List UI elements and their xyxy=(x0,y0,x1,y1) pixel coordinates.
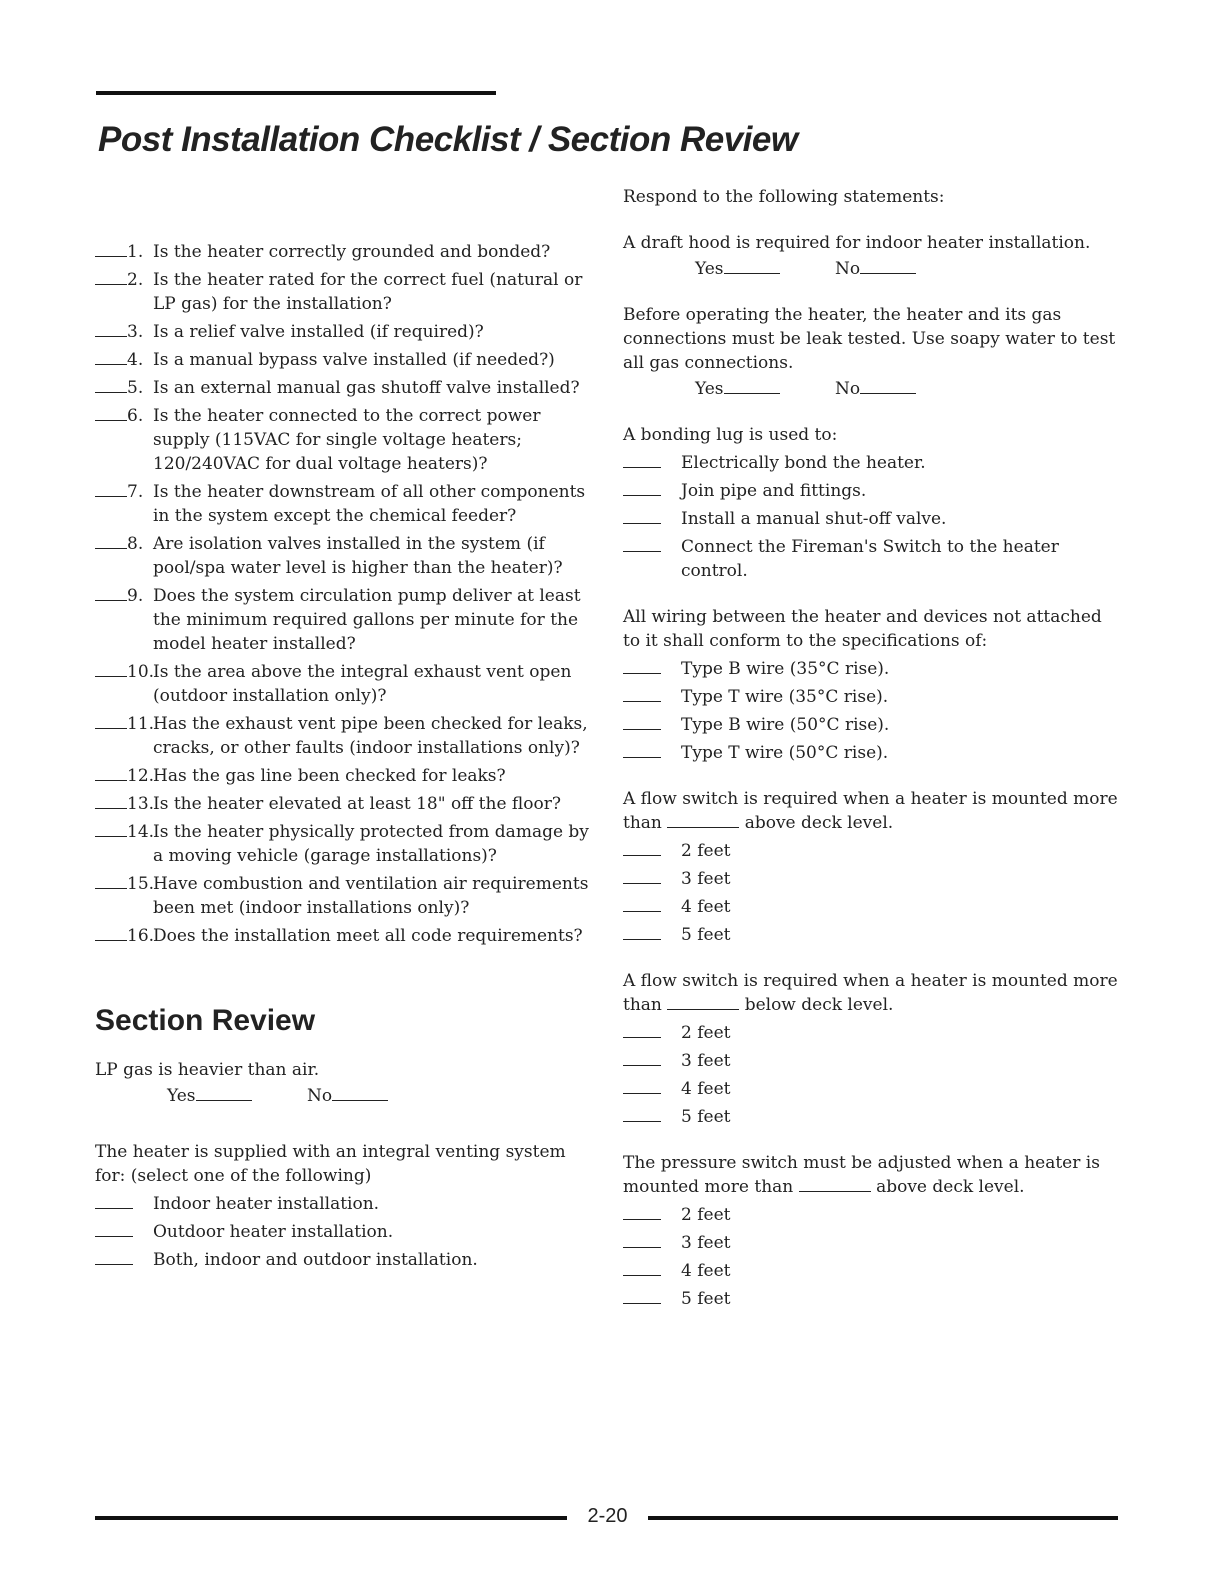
checklist-blank[interactable] xyxy=(95,728,127,729)
option-blank[interactable] xyxy=(623,839,661,856)
checklist-blank[interactable] xyxy=(95,256,127,257)
checklist-item xyxy=(95,792,595,816)
checklist-item xyxy=(95,376,595,400)
checklist-text: Is the heater downstream of all other components in the system except the chemical feeder? xyxy=(153,482,586,526)
checklist-blank[interactable] xyxy=(95,284,127,285)
option-row xyxy=(623,741,1123,765)
option-text: 5 feet xyxy=(681,1289,731,1309)
checklist-blank[interactable] xyxy=(95,836,127,837)
checklist-number: 14. xyxy=(127,822,155,842)
option-text: Type T wire (50°C rise). xyxy=(681,743,889,763)
checklist-text: Have combustion and ventilation air requirements been met (indoor installations only)? xyxy=(153,874,589,918)
option-row xyxy=(623,923,1123,947)
checklist-blank[interactable] xyxy=(95,420,127,421)
right-question-7: The pressure switch must be adjusted when a heater is mounted more than above deck level. xyxy=(623,1153,1100,1197)
option-row xyxy=(623,895,1123,919)
option-blank[interactable] xyxy=(623,713,661,730)
checklist-blank[interactable] xyxy=(95,548,127,549)
checklist-number: 11. xyxy=(127,714,155,734)
option-blank[interactable] xyxy=(623,685,661,702)
checklist-number: 2. xyxy=(127,270,144,290)
yes-blank[interactable] xyxy=(724,393,780,394)
option-blank[interactable] xyxy=(623,867,661,884)
checklist-text: Is a relief valve installed (if required)? xyxy=(153,322,484,342)
option-row xyxy=(623,1049,1123,1073)
checklist-number: 9. xyxy=(127,586,144,606)
option-text: Type B wire (50°C rise). xyxy=(681,715,890,735)
checklist-number: 5. xyxy=(127,378,144,398)
option-blank[interactable] xyxy=(623,451,661,468)
checklist-number: 12. xyxy=(127,766,155,786)
no-blank[interactable] xyxy=(332,1100,388,1101)
option-text: 2 feet xyxy=(681,1205,731,1225)
option-row xyxy=(623,479,1123,503)
option-row xyxy=(623,657,1123,681)
option-text: 2 feet xyxy=(681,1023,731,1043)
page-title: Post Installation Checklist / Section Review xyxy=(98,120,798,159)
option-row xyxy=(95,1220,595,1244)
right-question-4: All wiring between the heater and devices not attached to it shall conform to the specifications of: xyxy=(623,607,1102,651)
left-column xyxy=(95,240,595,1272)
checklist-text: Has the gas line been checked for leaks? xyxy=(153,766,506,786)
no-blank[interactable] xyxy=(860,273,916,274)
option-row xyxy=(623,867,1123,891)
checklist-text: Are isolation valves installed in the system (if pool/spa water level is higher than the heater)? xyxy=(153,534,563,578)
option-blank[interactable] xyxy=(95,1248,133,1265)
checklist-item xyxy=(95,820,595,868)
checklist-number: 8. xyxy=(127,534,144,554)
right-intro: Respond to the following statements: xyxy=(623,187,945,207)
checklist-number: 1. xyxy=(127,242,144,262)
option-blank[interactable] xyxy=(623,535,661,552)
right-question-6: A flow switch is required when a heater is mounted more than below deck level. xyxy=(623,971,1118,1015)
checklist-number: 4. xyxy=(127,350,144,370)
checklist-item xyxy=(95,924,595,948)
checklist-blank[interactable] xyxy=(95,364,127,365)
checklist-text: Is the area above the integral exhaust vent open (outdoor installation only)? xyxy=(153,662,572,706)
checklist xyxy=(95,240,595,948)
checklist-item xyxy=(95,660,595,708)
checklist-text: Is the heater rated for the correct fuel (natural or LP gas) for the installation? xyxy=(153,270,583,314)
option-blank[interactable] xyxy=(623,1021,661,1038)
option-blank[interactable] xyxy=(623,923,661,940)
right-question-3: A bonding lug is used to: xyxy=(623,425,838,445)
option-row xyxy=(623,1021,1123,1045)
right-q2-yes-no: Yes No xyxy=(695,377,1123,401)
option-blank[interactable] xyxy=(623,1231,661,1248)
option-blank[interactable] xyxy=(95,1220,133,1237)
page-number: 2-20 xyxy=(587,1505,628,1527)
option-blank[interactable] xyxy=(623,741,661,758)
q4-options xyxy=(623,657,1123,765)
option-row xyxy=(623,685,1123,709)
checklist-item xyxy=(95,348,595,372)
option-row xyxy=(623,839,1123,863)
option-blank[interactable] xyxy=(623,479,661,496)
option-text: 5 feet xyxy=(681,1107,731,1127)
right-question-2: Before operating the heater, the heater and its gas connections must be leak tested. Use soapy water to test all gas connections. xyxy=(623,305,1116,373)
q5-blank[interactable] xyxy=(667,827,739,828)
option-blank[interactable] xyxy=(623,1077,661,1094)
option-row xyxy=(623,451,1123,475)
checklist-blank[interactable] xyxy=(95,336,127,337)
yes-blank[interactable] xyxy=(724,273,780,274)
checklist-item xyxy=(95,872,595,920)
checklist-item xyxy=(95,480,595,528)
option-row xyxy=(623,507,1123,531)
option-text: 2 feet xyxy=(681,841,731,861)
option-blank[interactable] xyxy=(623,1049,661,1066)
option-blank[interactable] xyxy=(623,1259,661,1276)
option-text: Type T wire (35°C rise). xyxy=(681,687,889,707)
checklist-item xyxy=(95,404,595,476)
right-question-1: A draft hood is required for indoor heater installation. xyxy=(623,233,1091,253)
checklist-number: 15. xyxy=(127,874,155,894)
option-text: Join pipe and fittings. xyxy=(681,481,867,501)
checklist-item xyxy=(95,532,595,580)
option-text: 5 feet xyxy=(681,925,731,945)
option-text: 3 feet xyxy=(681,1233,731,1253)
option-row xyxy=(95,1248,595,1272)
option-row xyxy=(623,1259,1123,1283)
option-blank[interactable] xyxy=(623,1105,661,1122)
option-text: 4 feet xyxy=(681,897,731,917)
option-row xyxy=(623,1203,1123,1227)
sr-q2-options xyxy=(95,1192,595,1272)
sr-q1-yes-no: Yes No xyxy=(167,1084,595,1108)
checklist-item xyxy=(95,764,595,788)
option-text: 4 feet xyxy=(681,1079,731,1099)
option-text: Both, indoor and outdoor installation. xyxy=(153,1250,478,1270)
bottom-rule-right xyxy=(648,1516,1118,1520)
checklist-blank[interactable] xyxy=(95,808,127,809)
option-blank[interactable] xyxy=(95,1192,133,1209)
sr-question-1: LP gas is heavier than air. xyxy=(95,1060,320,1080)
checklist-text: Is a manual bypass valve installed (if needed?) xyxy=(153,350,555,370)
checklist-number: 7. xyxy=(127,482,144,502)
option-blank[interactable] xyxy=(623,1203,661,1220)
checklist-text: Is an external manual gas shutoff valve installed? xyxy=(153,378,580,398)
option-text: 3 feet xyxy=(681,1051,731,1071)
option-blank[interactable] xyxy=(623,895,661,912)
checklist-blank[interactable] xyxy=(95,940,127,941)
option-row xyxy=(623,1231,1123,1255)
right-column xyxy=(623,185,1123,1311)
checklist-text: Does the system circulation pump deliver at least the minimum required gallons per minute for the model heater installed? xyxy=(153,586,581,654)
checklist-blank[interactable] xyxy=(95,676,127,677)
q3-options xyxy=(623,451,1123,583)
checklist-text: Has the exhaust vent pipe been checked for leaks, cracks, or other faults (indoor installations only)? xyxy=(153,714,588,758)
checklist-item xyxy=(95,320,595,344)
no-blank[interactable] xyxy=(860,393,916,394)
q5-options xyxy=(623,839,1123,947)
option-text: 3 feet xyxy=(681,869,731,889)
option-row xyxy=(623,713,1123,737)
option-text: 4 feet xyxy=(681,1261,731,1281)
checklist-text: Is the heater elevated at least 18" off the floor? xyxy=(153,794,561,814)
option-text: Type B wire (35°C rise). xyxy=(681,659,890,679)
checklist-blank[interactable] xyxy=(95,496,127,497)
checklist-number: 3. xyxy=(127,322,144,342)
option-blank[interactable] xyxy=(623,507,661,524)
checklist-text: Does the installation meet all code requirements? xyxy=(153,926,583,946)
option-text: Outdoor heater installation. xyxy=(153,1222,394,1242)
option-text: Connect the Fireman's Switch to the heater control. xyxy=(681,537,1059,581)
checklist-text: Is the heater connected to the correct power supply (115VAC for single voltage heaters; 120/240VAC for dual voltage heaters)? xyxy=(153,406,541,474)
option-text: Indoor heater installation. xyxy=(153,1194,380,1214)
q6-options xyxy=(623,1021,1123,1129)
bottom-rule-left xyxy=(95,1516,567,1520)
checklist-item xyxy=(95,584,595,656)
option-row xyxy=(623,1077,1123,1101)
checklist-item xyxy=(95,268,595,316)
checklist-blank[interactable] xyxy=(95,888,127,889)
option-text: Install a manual shut-off valve. xyxy=(681,509,947,529)
right-question-5: A flow switch is required when a heater is mounted more than above deck level. xyxy=(623,789,1118,833)
checklist-number: 10. xyxy=(127,662,155,682)
right-q1-yes-no: Yes No xyxy=(695,257,1123,281)
checklist-blank[interactable] xyxy=(95,780,127,781)
option-row xyxy=(95,1192,595,1216)
checklist-number: 13. xyxy=(127,794,155,814)
checklist-blank[interactable] xyxy=(95,392,127,393)
checklist-text: Is the heater physically protected from damage by a moving vehicle (garage installations)? xyxy=(153,822,589,866)
checklist-item xyxy=(95,240,595,264)
option-row xyxy=(623,1287,1123,1311)
option-row xyxy=(623,1105,1123,1129)
checklist-number: 6. xyxy=(127,406,144,426)
option-row xyxy=(623,535,1123,583)
checklist-number: 16. xyxy=(127,926,155,946)
checklist-blank[interactable] xyxy=(95,600,127,601)
option-blank[interactable] xyxy=(623,657,661,674)
option-blank[interactable] xyxy=(623,1287,661,1304)
sr-question-2: The heater is supplied with an integral venting system for: (select one of the following) xyxy=(95,1142,566,1186)
q7-blank[interactable] xyxy=(799,1191,871,1192)
q6-blank[interactable] xyxy=(667,1009,739,1010)
section-review-title: Section Review xyxy=(95,1004,316,1037)
yes-blank[interactable] xyxy=(196,1100,252,1101)
checklist-item xyxy=(95,712,595,760)
checklist-text: Is the heater correctly grounded and bonded? xyxy=(153,242,551,262)
q7-options xyxy=(623,1203,1123,1311)
top-rule xyxy=(96,91,496,95)
option-text: Electrically bond the heater. xyxy=(681,453,926,473)
